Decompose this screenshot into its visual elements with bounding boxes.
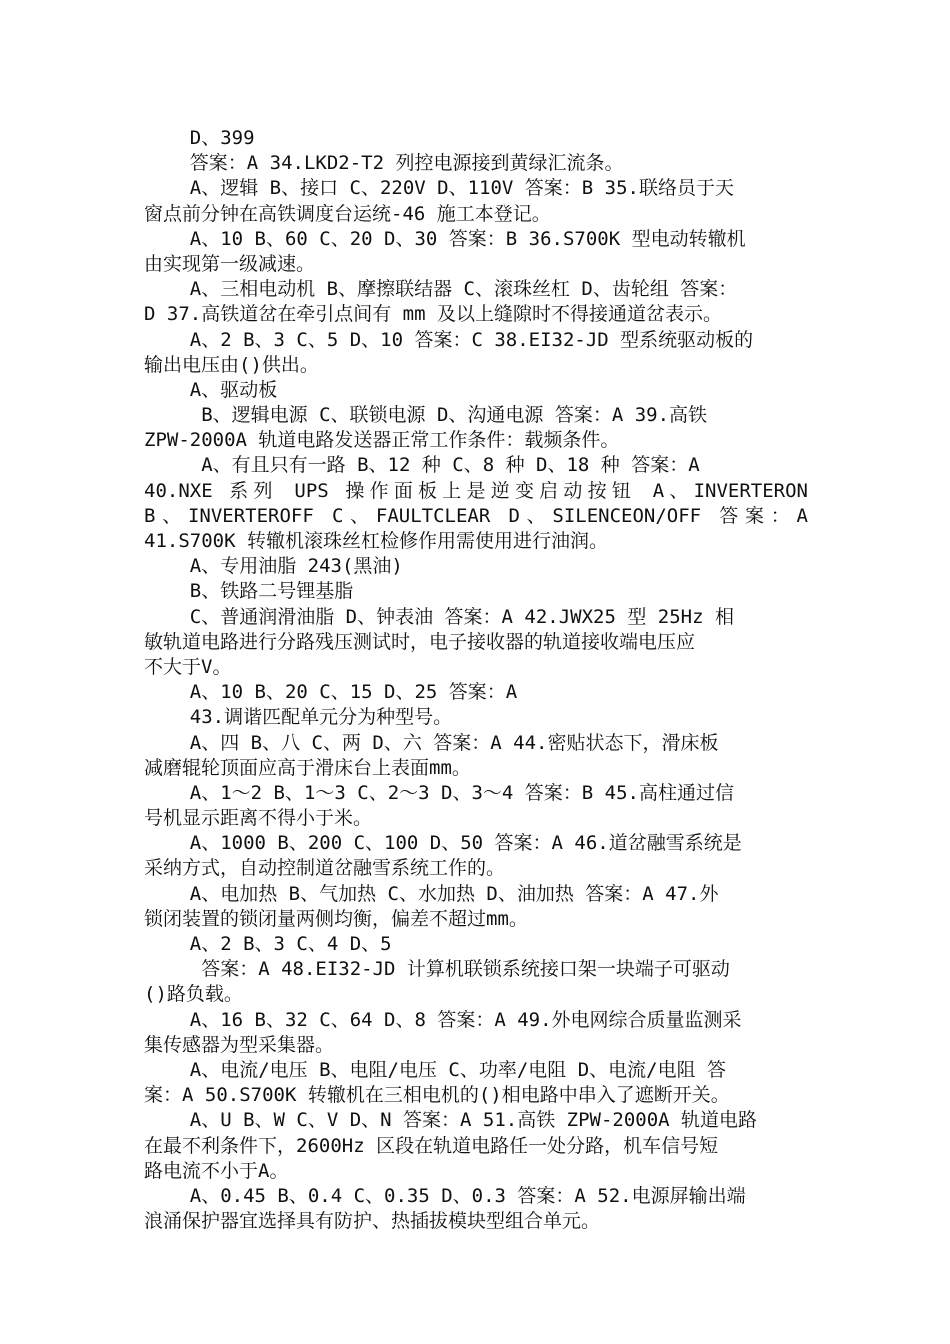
text-line: A、2 B、3 C、4 D、5 — [144, 933, 392, 955]
text-line: A、电加热 B、气加热 C、水加热 D、油加热 答案：A 47.外 — [144, 882, 719, 905]
text-line: 40.NXE 系列 UPS 操作面板上是逆变启动按钮 A、INVERTERON — [144, 479, 808, 502]
text-line: 敏轨道电路进行分路残压测试时，电子接收器的轨道接收端电压应 — [144, 630, 696, 653]
text-line: D、399 — [144, 127, 255, 149]
text-line: 案：A 50.S700K 转辙机在三相电机的()相电路中串入了遮断开关。 — [144, 1084, 730, 1107]
text-line: 43.调谐匹配单元分为种型号。 — [144, 706, 453, 729]
text-line: 采纳方式，自动控制道岔融雪系统工作的。 — [144, 857, 506, 880]
text-line: A、2 B、3 C、5 D、10 答案：C 38.EI32-JD 型系统驱动板的 — [144, 328, 754, 351]
text-line: A、三相电动机 B、摩擦联结器 C、滚珠丝杠 D、齿轮组 答案： — [144, 278, 738, 301]
text-line: A、10 B、20 C、15 D、25 答案：A — [144, 681, 518, 704]
text-line: 减磨辊轮顶面应高于滑床台上表面mm。 — [144, 756, 471, 779]
text-line: 浪涌保护器宜选择具有防护、热插拔模块型组合单元。 — [144, 1210, 601, 1233]
document-body — [144, 126, 808, 1234]
text-line: A、U B、W C、V D、N 答案：A 51.高铁 ZPW-2000A 轨道电路 — [144, 1109, 758, 1132]
text-line: B、INVERTEROFF C、FAULTCLEAR D、SILENCEON/OFF 答案：A — [144, 504, 808, 527]
text-line: D 37.高铁道岔在牵引点间有 mm 及以上缝隙时不得接通道岔表示。 — [144, 303, 722, 326]
text-line: 集传感器为型采集器。 — [144, 1033, 335, 1056]
text-line: A、16 B、32 C、64 D、8 答案：A 49.外电网综合质量监测采 — [144, 1008, 742, 1031]
text-line: 答案：A 48.EI32-JD 计算机联锁系统接口架一块端子可驱动 — [144, 958, 730, 981]
text-line: 窗点前分钟在高铁调度台运统-46 施工本登记。 — [144, 202, 551, 225]
text-line: B、铁路二号锂基脂 — [144, 580, 354, 603]
text-line: 路电流不小于A。 — [144, 1159, 289, 1182]
text-line: 号机显示距离不得小于米。 — [144, 807, 373, 830]
text-line: 答案：A 34.LKD2-T2 列控电源接到黄绿汇流条。 — [144, 152, 624, 175]
text-line: A、1000 B、200 C、100 D、50 答案：A 46.道岔融雪系统是 — [144, 832, 742, 855]
text-line: A、0.45 B、0.4 C、0.35 D、0.3 答案：A 52.电源屏输出端 — [144, 1184, 746, 1207]
text-line: A、电流/电压 B、电阻/电压 C、功率/电阻 D、电流/电阻 答 — [144, 1058, 727, 1081]
text-line: A、1～2 B、1～3 C、2～3 D、3～4 答案：B 45.高柱通过信 — [144, 781, 734, 804]
text-line: B、逻辑电源 C、联锁电源 D、沟通电源 答案：A 39.高铁 — [144, 404, 708, 427]
text-line: A、有且只有一路 B、12 种 C、8 种 D、18 种 答案：A — [144, 454, 700, 477]
text-line: A、10 B、60 C、20 D、30 答案：B 36.S700K 型电动转辙机 — [144, 227, 746, 250]
text-line: 41.S700K 转辙机滚珠丝杠检修作用需使用进行油润。 — [144, 530, 608, 552]
text-line: ZPW-2000A 轨道电路发送器正常工作条件：载频条件。 — [144, 429, 620, 452]
text-line: A、专用油脂 243(黑油) — [144, 555, 403, 578]
text-line: ()路负载。 — [144, 983, 243, 1006]
text-line: 不大于V。 — [144, 655, 232, 678]
text-line: 锁闭装置的锁闭量两侧均衡，偏差不超过mm。 — [144, 907, 528, 930]
text-line: C、普通润滑油脂 D、钟表油 答案：A 42.JWX25 型 25Hz 相 — [144, 605, 734, 628]
text-line: 输出电压由()供出。 — [144, 353, 319, 376]
text-line: A、逻辑 B、接口 C、220V D、110V 答案：B 35.联络员于天 — [144, 177, 734, 200]
text-line: 在最不利条件下，2600Hz 区段在轨道电路任一处分路，机车信号短 — [144, 1134, 719, 1157]
text-line: A、驱动板 — [144, 378, 278, 401]
text-line: A、四 B、八 C、两 D、六 答案：A 44.密贴状态下，滑床板 — [144, 731, 719, 754]
text-line: 由实现第一级减速。 — [144, 252, 316, 275]
